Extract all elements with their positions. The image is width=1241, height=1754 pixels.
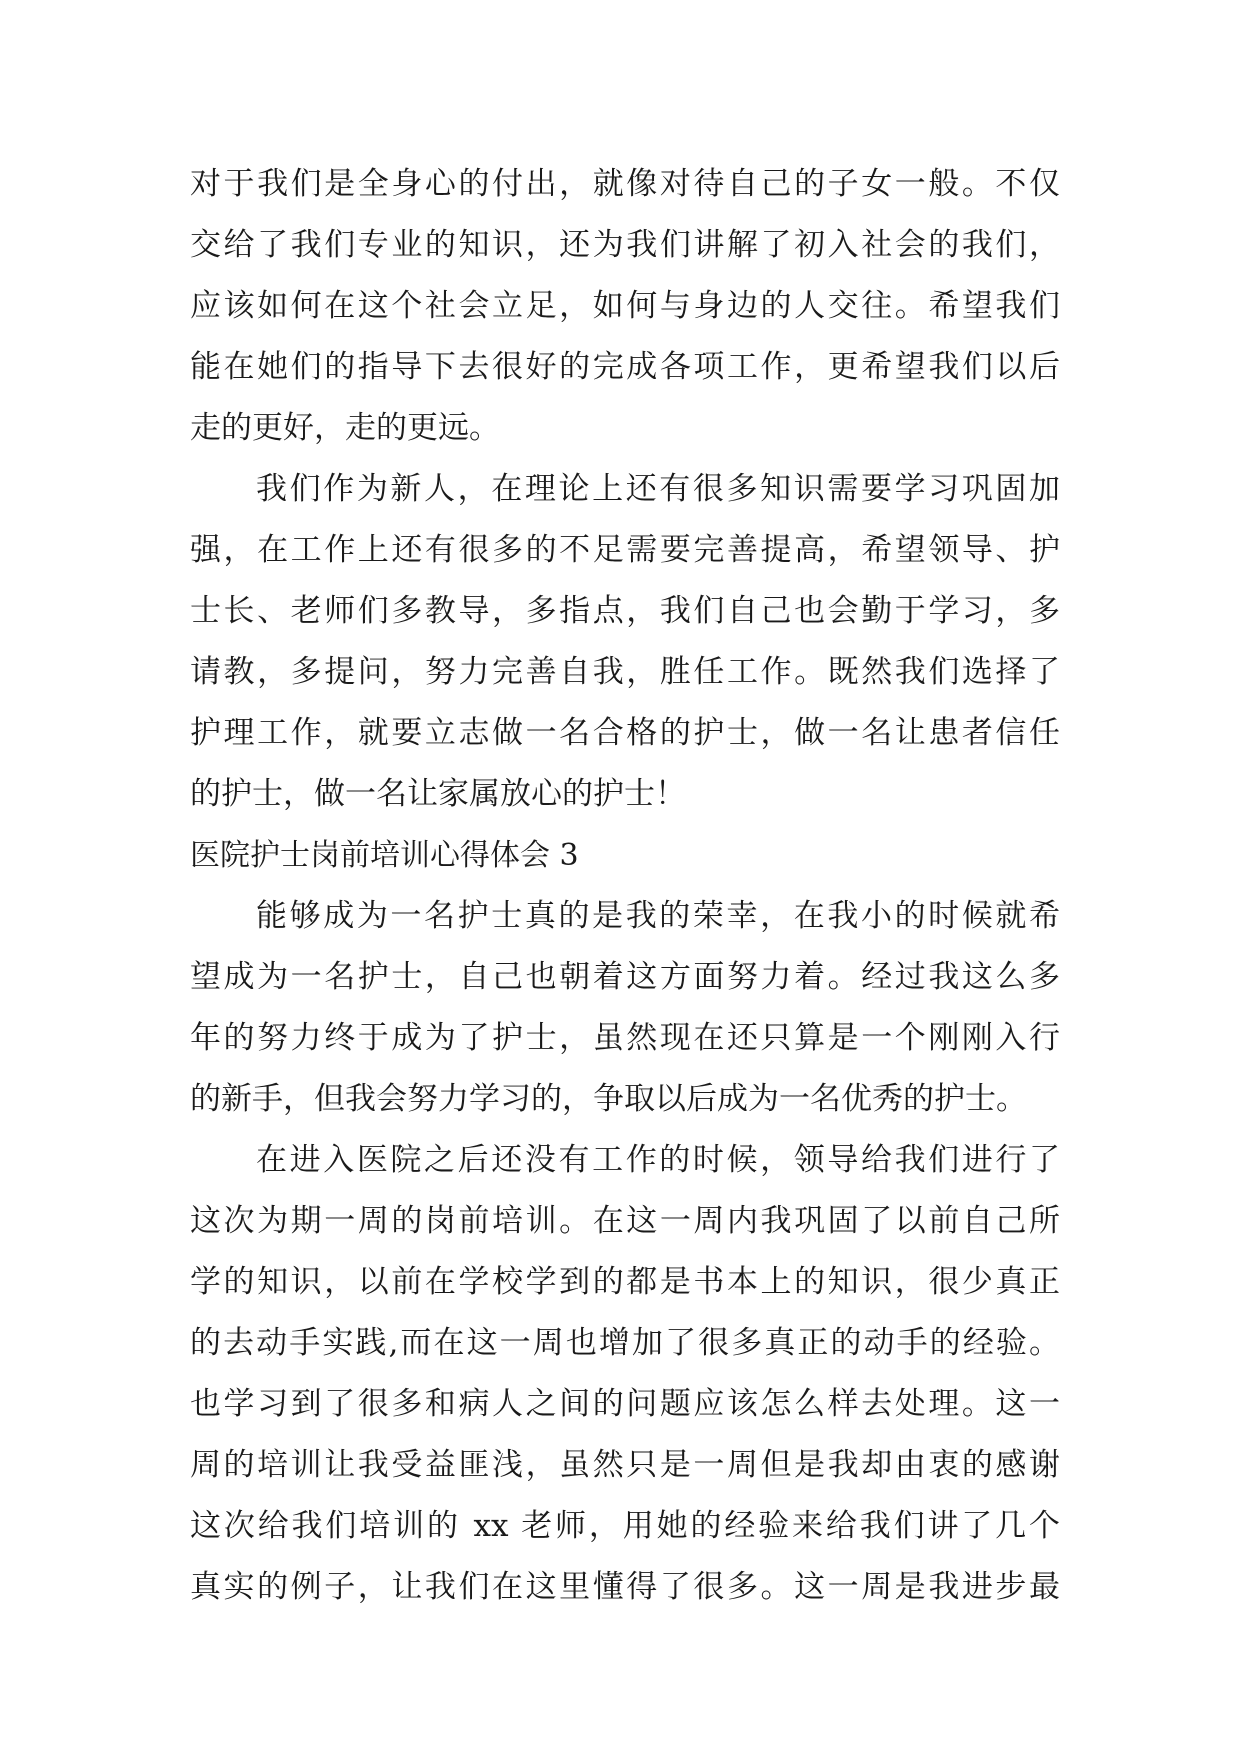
text-line: 请教，多提问，努力完善自我，胜任工作。既然我们选择了 — [190, 654, 1060, 690]
text-line: 周的培训让我受益匪浅，虽然只是一周但是我却由衷的感谢 — [190, 1447, 1060, 1483]
text-line: 能够成为一名护士真的是我的荣幸，在我小的时候就希 — [256, 898, 1060, 934]
text-line: 应该如何在这个社会立足，如何与身边的人交往。希望我们 — [190, 288, 1060, 324]
text-line: 护理工作，就要立志做一名合格的护士，做一名让患者信任 — [190, 715, 1060, 751]
text-line: 这次为期一周的岗前培训。在这一周内我巩固了以前自己所 — [190, 1203, 1060, 1239]
text-line: 我们作为新人，在理论上还有很多知识需要学习巩固加 — [256, 471, 1060, 507]
text-line: 对于我们是全身心的付出，就像对待自己的子女一般。不仅 — [190, 166, 1060, 202]
text-line: 年的努力终于成为了护士，虽然现在还只算是一个刚刚入行 — [190, 1020, 1060, 1056]
paragraph-1 — [190, 154, 1060, 459]
text-line: 的去动手实践,而在这一周也增加了很多真正的动手的经验。 — [190, 1325, 1060, 1361]
text-line: 望成为一名护士，自己也朝着这方面努力着。经过我这么多 — [190, 959, 1060, 995]
text-line: 能在她们的指导下去很好的完成各项工作，更希望我们以后 — [190, 349, 1060, 385]
text-line: 也学习到了很多和病人之间的问题应该怎么样去处理。这一 — [190, 1386, 1060, 1422]
paragraph-3 — [190, 886, 1060, 1130]
text-line: 交给了我们专业的知识，还为我们讲解了初入社会的我们， — [190, 227, 1060, 263]
paragraph-4 — [190, 1130, 1060, 1618]
document-body — [190, 154, 1060, 1618]
text-line: 的新手，但我会努力学习的，争取以后成为一名优秀的护士。 — [190, 1081, 1027, 1117]
text-line: 学的知识，以前在学校学到的都是书本上的知识，很少真正 — [190, 1264, 1060, 1300]
paragraph-2 — [190, 459, 1060, 825]
text-line: 士长、老师们多教导，多指点，我们自己也会勤于学习，多 — [190, 593, 1060, 629]
text-line: 这次给我们培训的 xx 老师，用她的经验来给我们讲了几个 — [190, 1508, 1060, 1544]
text-line: 走的更好，走的更远。 — [190, 410, 500, 446]
text-line: 真实的例子，让我们在这里懂得了很多。这一周是我进步最 — [190, 1569, 1060, 1605]
text-line: 强，在工作上还有很多的不足需要完善提高，希望领导、护 — [190, 532, 1060, 568]
text-line: 在进入医院之后还没有工作的时候，领导给我们进行了 — [256, 1142, 1060, 1178]
section-heading: 医院护士岗前培训心得体会 3 — [190, 838, 579, 873]
text-line: 的护士，做一名让家属放心的护士！ — [190, 776, 686, 812]
